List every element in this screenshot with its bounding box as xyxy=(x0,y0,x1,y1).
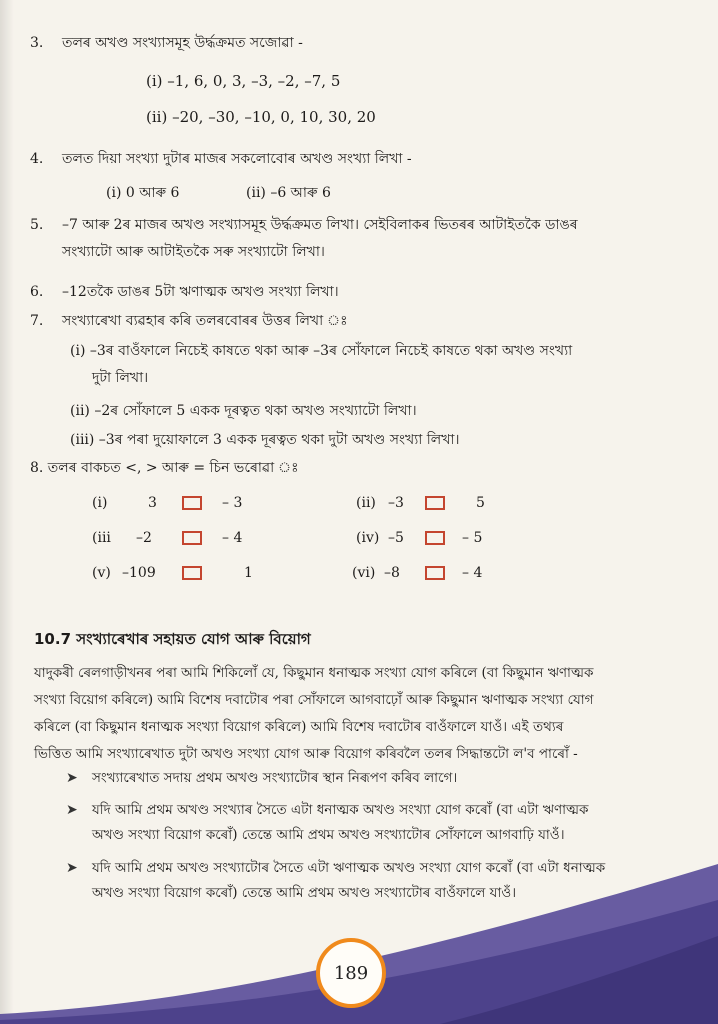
answer-box[interactable] xyxy=(182,566,202,580)
q8-item-b: – 4 xyxy=(222,530,243,546)
q8-item-label: (iii xyxy=(92,530,111,546)
q3-text: তলৰ অখণ্ড সংখ্যাসমূহ উৰ্দ্ধক্ৰমত সজোৱা - xyxy=(62,35,303,51)
q8-item-a: –3 xyxy=(388,495,404,511)
q4-number: 4. xyxy=(30,151,44,167)
arrow-bullet-icon: ➤ xyxy=(66,770,78,786)
answer-box[interactable] xyxy=(425,496,445,510)
arrow-bullet-icon: ➤ xyxy=(66,802,78,818)
answer-box[interactable] xyxy=(182,496,202,510)
answer-box[interactable] xyxy=(425,531,445,545)
q7-number: 7. xyxy=(30,313,44,329)
bullet-line: যদি আমি প্ৰথম অখণ্ড সংখ্যাটোৰ সৈতে এটা ঋণাত্মক অখণ্ড সংখ্যা যোগ কৰোঁ (বা এটা ধনাত্মক xyxy=(92,860,606,876)
q8-item-label: (iv) xyxy=(356,530,380,546)
answer-box[interactable] xyxy=(182,531,202,545)
q8-item-a: –5 xyxy=(388,530,404,546)
q8-item-label: (i) xyxy=(92,495,108,511)
page-number: 189 xyxy=(333,962,369,984)
q4-text: তলত দিয়া সংখ্যা দুটাৰ মাজৰ সকলোবোৰ অখণ্ড সংখ্যা লিখা - xyxy=(62,151,412,167)
bullet-line: সংখ্যাৰেখাত সদায় প্ৰথম অখণ্ড সংখ্যাটোৰ স্থান নিৰূপণ কৰিব লাগে। xyxy=(92,770,458,786)
q7-part-3: (iii) –3ৰ পৰা দুয়োফালে 3 একক দূৰত্বত থকা দুটা অখণ্ড সংখ্যা লিখা। xyxy=(70,432,460,448)
q3-part-2: (ii) –20, –30, –10, 0, 10, 30, 20 xyxy=(146,108,376,126)
q7-text: সংখ্যাৰেখা ব্যৱহাৰ কৰি তলৰবোৰৰ উত্তৰ লিখা ঃ xyxy=(62,313,348,329)
q8-item-a: –8 xyxy=(384,565,400,581)
q8-item-b: – 3 xyxy=(222,495,243,511)
q7-part-1a: (i) –3ৰ বাওঁফালে নিচেই কাষতে থকা আৰু –3ৰ সোঁফালে নিচেই কাষতে থকা অখণ্ড সংখ্যা xyxy=(70,343,573,359)
q4-part-2: (ii) –6 আৰু 6 xyxy=(246,185,331,201)
q4-part-1: (i) 0 আৰু 6 xyxy=(106,185,180,201)
q8-item-a: 3 xyxy=(148,495,157,511)
q7-part-2: (ii) –2ৰ সোঁফালে 5 একক দূৰত্বত থকা অখণ্ড সংখ্যাটো লিখা। xyxy=(70,403,417,419)
q8-item-b: – 4 xyxy=(462,565,483,581)
paragraph-line: সংখ্যা বিয়োগ কৰিলে) আমি বিশেষ দবাটোৰ পৰা সোঁফালে আগবাঢ়োঁ আৰু কিছুমান ঋণাত্মক সংখ্যা যোগ xyxy=(34,692,594,708)
paragraph-line: কৰিলে (বা কিছুমান ধনাত্মক সংখ্যা বিয়োগ কৰিলে) আমি বিশেষ দবাটোৰ বাওঁফালে যাওঁ। এই তথ্যৰ xyxy=(34,719,564,735)
paragraph-line: ভিত্তিত আমি সংখ্যাৰেখাত দুটা অখণ্ড সংখ্যা যোগ আৰু বিয়োগ কৰিবলৈ তলৰ সিদ্ধান্তটো ল'ব পাৰোঁ - xyxy=(34,746,578,762)
q3-part-1: (i) –1, 6, 0, 3, –3, –2, –7, 5 xyxy=(146,72,341,90)
q8-item-a: –109 xyxy=(122,565,156,581)
q8-text: 8. তলৰ বাকচত <, > আৰু = চিন ভৰোৱা ঃ xyxy=(30,460,299,476)
arrow-bullet-icon: ➤ xyxy=(66,860,78,876)
page-number-badge xyxy=(316,938,386,1008)
q8-item-b: 5 xyxy=(476,495,485,511)
q5-number: 5. xyxy=(30,217,44,233)
q8-item-label: (vi) xyxy=(352,565,376,581)
q5-line-2: সংখ্যাটো আৰু আটাইতকৈ সৰু সংখ্যাটো লিখা। xyxy=(62,244,325,260)
q8-item-b: 1 xyxy=(244,565,253,581)
bullet-line: যদি আমি প্ৰথম অখণ্ড সংখ্যাৰ সৈতে এটা ধনাত্মক অখণ্ড সংখ্যা যোগ কৰোঁ (বা এটা ঋণাত্মক xyxy=(92,802,589,818)
bullet-line: অখণ্ড সংখ্যা বিয়োগ কৰোঁ) তেন্তে আমি প্ৰথম অখণ্ড সংখ্যাটোৰ সোঁফালে আগবাঢ়ি যাওঁ। xyxy=(92,827,565,843)
q6-text: –12তকৈ ডাঙৰ 5টা ঋণাত্মক অখণ্ড সংখ্যা লিখা। xyxy=(62,284,339,300)
q6-number: 6. xyxy=(30,284,44,300)
answer-box[interactable] xyxy=(425,566,445,580)
section-heading: 10.7 সংখ্যাৰেখাৰ সহায়ত যোগ আৰু বিয়োগ xyxy=(34,630,311,648)
paragraph-line: যাদুকৰী ৰেলগাড়ীখনৰ পৰা আমি শিকিলোঁ যে, কিছুমান ধনাত্মক সংখ্যা যোগ কৰিলে (বা কিছুমান ঋণাত্মক xyxy=(34,665,594,681)
q8-item-a: –2 xyxy=(136,530,152,546)
bullet-line: অখণ্ড সংখ্যা বিয়োগ কৰোঁ) তেন্তে আমি প্ৰথম অখণ্ড সংখ্যাটোৰ বাওঁফালে যাওঁ। xyxy=(92,885,517,901)
q7-part-1b: দুটা লিখা। xyxy=(92,370,149,386)
q8-item-label: (v) xyxy=(92,565,111,581)
q3-number: 3. xyxy=(30,35,44,51)
q8-item-b: – 5 xyxy=(462,530,483,546)
q5-line-1: –7 আৰু 2ৰ মাজৰ অখণ্ড সংখ্যাসমূহ উৰ্দ্ধক্ৰমত লিখা। সেইবিলাকৰ ভিতৰৰ আটাইতকৈ ডাঙৰ xyxy=(62,217,578,233)
q8-item-label: (ii) xyxy=(356,495,376,511)
